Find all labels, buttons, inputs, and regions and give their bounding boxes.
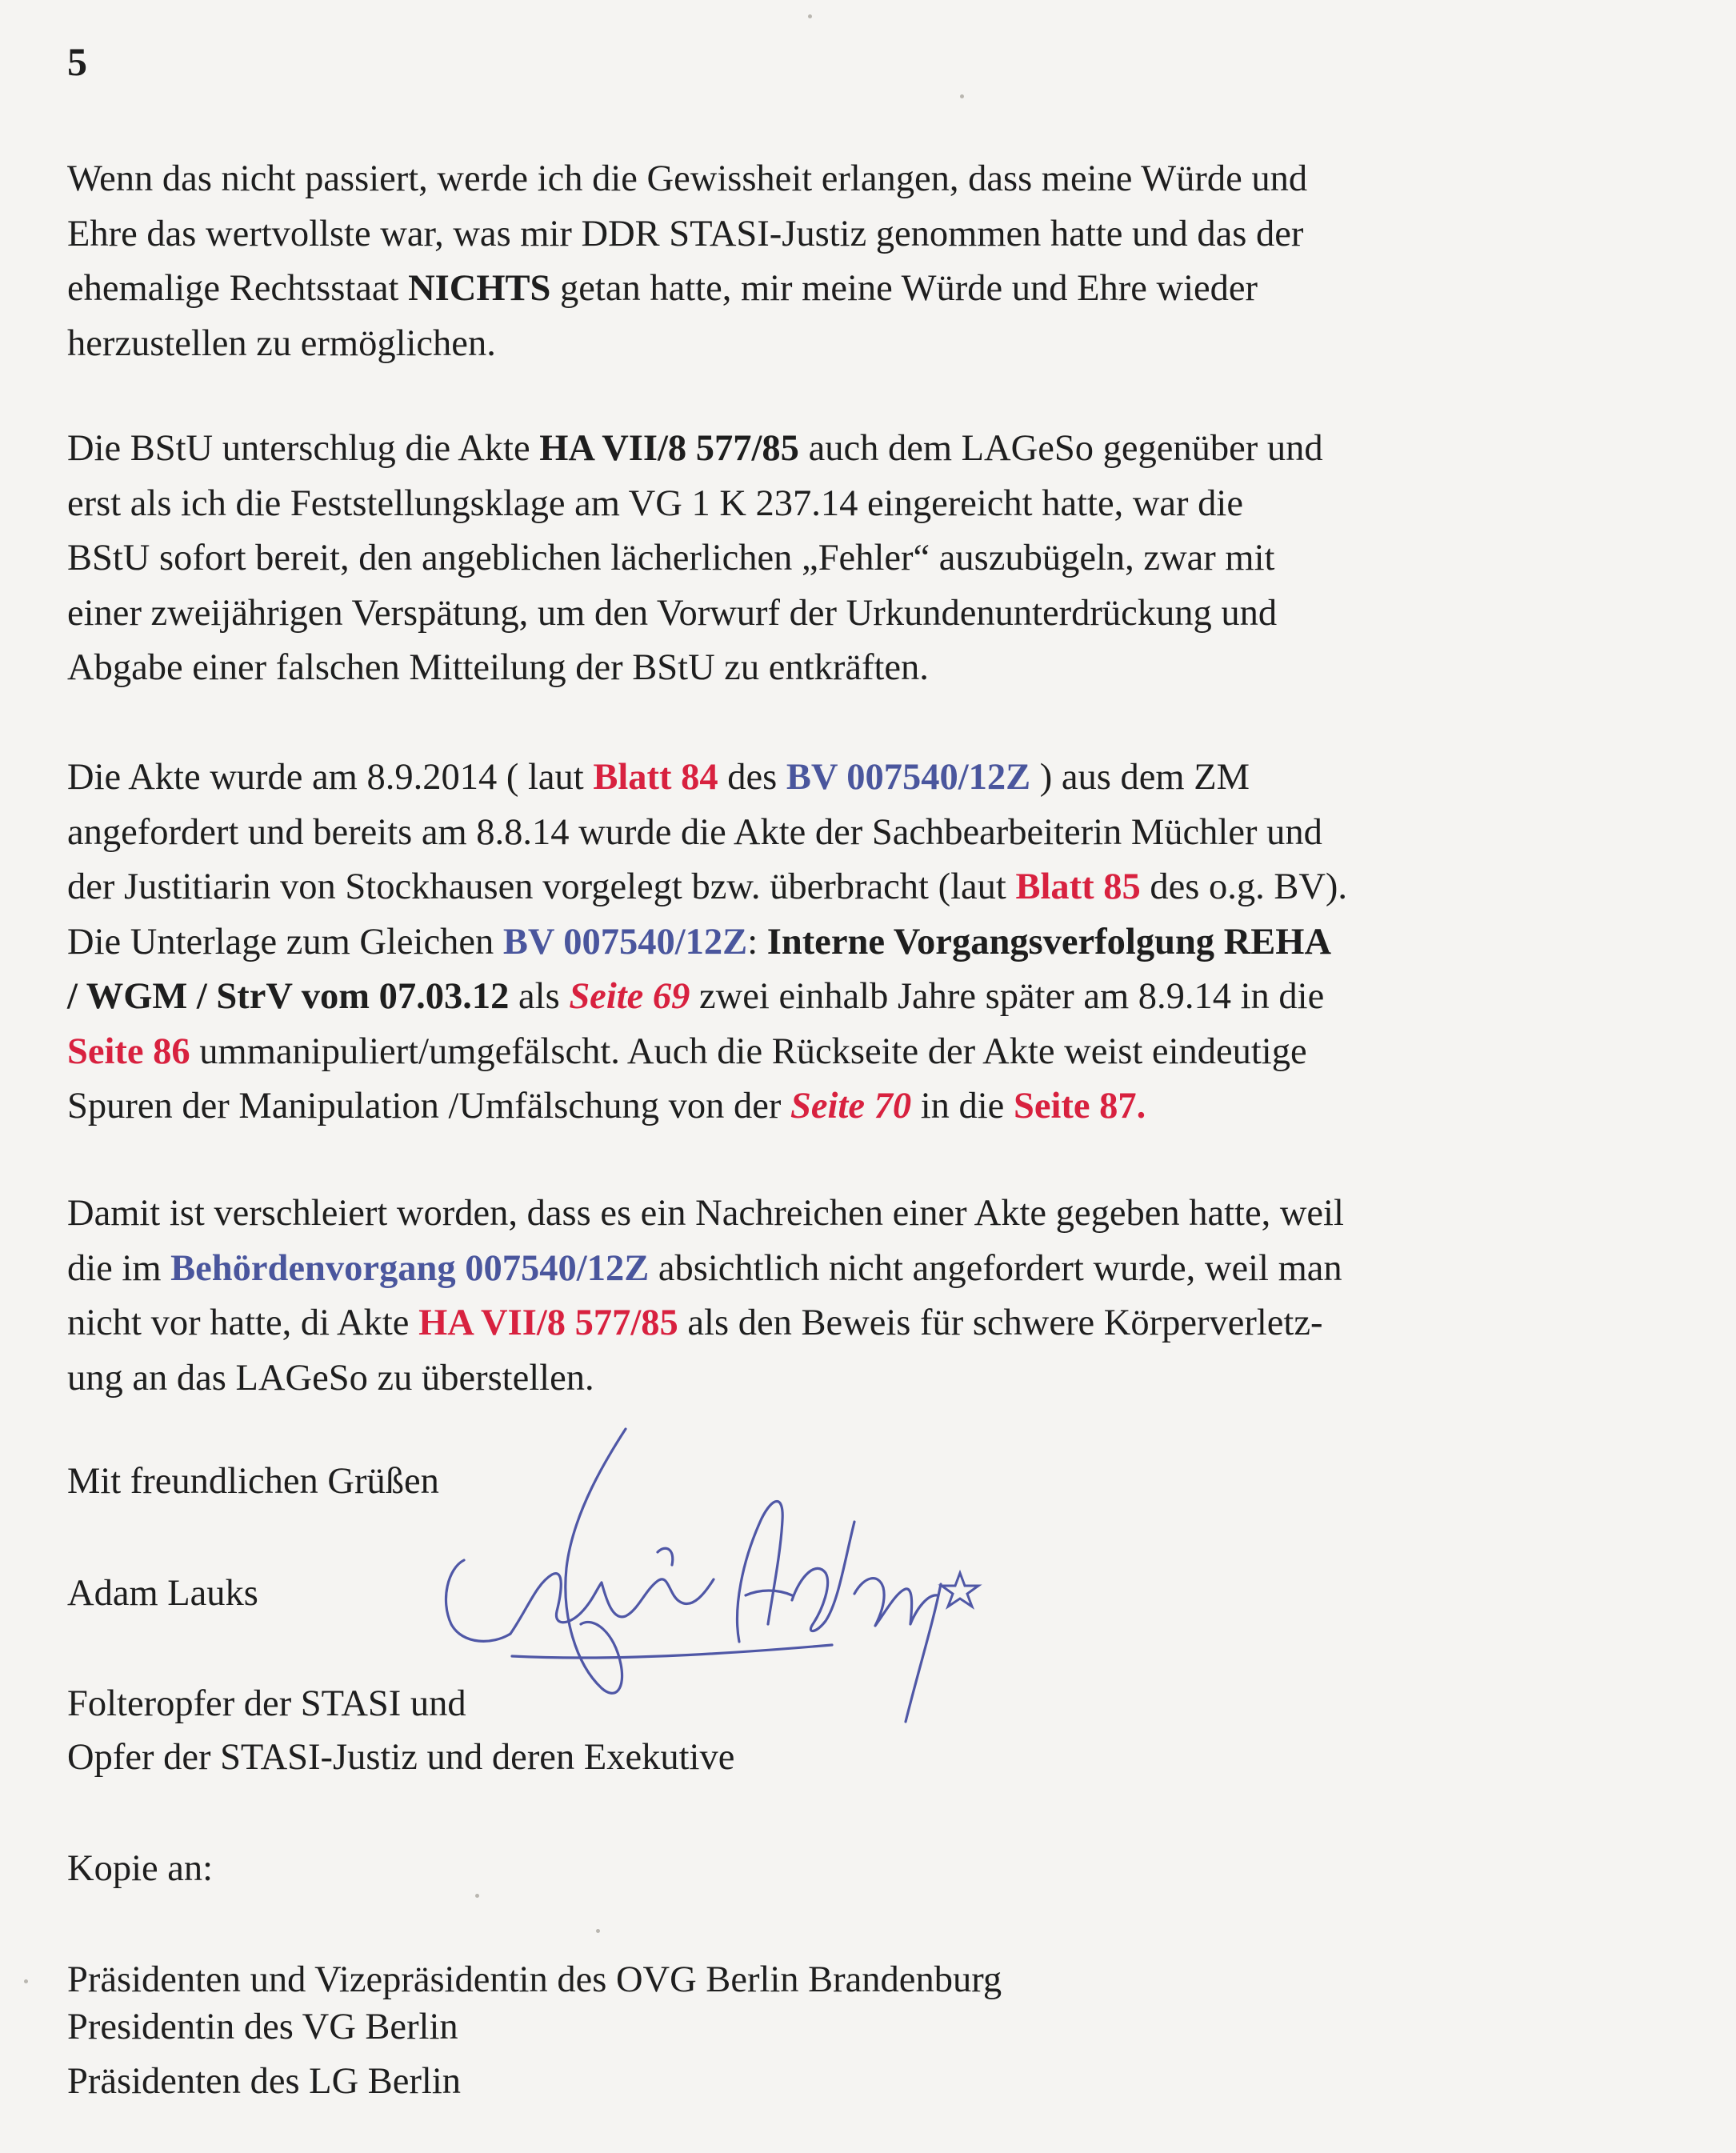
text-line: Abgabe einer falschen Mitteilung der BStU zu entkräften. [67, 647, 929, 688]
text-line [67, 970, 1691, 1025]
text-line [67, 1079, 1691, 1135]
text-segment: als den Beweis für schwere Körperverletz- [678, 1303, 1323, 1343]
text-line: angefordert und bereits am 8.8.14 wurde die Akte der Sachbearbeiterin Müchler und [67, 811, 1322, 853]
scan-speck [960, 94, 964, 98]
paragraph-4 [67, 1187, 1691, 1406]
text-line [67, 1242, 1691, 1297]
text-line [67, 750, 1691, 806]
text-segment: die im [67, 1247, 171, 1289]
text-segment: des o.g. BV). [1140, 866, 1348, 907]
text-line: erst als ich die Feststellungsklage am VG 1 K 237.14 eingereicht hatte, war die [67, 482, 1243, 524]
text-line [67, 1296, 1691, 1351]
scan-speck [808, 14, 812, 18]
copy-recipient: Presidentin des VG Berlin [67, 2007, 458, 2047]
case-reference: BV 007540/12Z [786, 757, 1031, 798]
text-segment: Die Unterlage zum Gleichen [67, 921, 503, 962]
text-segment: Die Akte wurde am 8.9.2014 ( laut [67, 757, 594, 798]
paragraph-1 [67, 152, 1691, 371]
scan-speck [596, 1929, 600, 1933]
text-line: Ehre das wertvollste war, was mir DDR STASI-Justiz genommen hatte und das der [67, 213, 1304, 254]
text-segment: auch dem LAGeSo gegenüber und [798, 428, 1323, 469]
page-reference: Seite 86 [67, 1030, 190, 1072]
text-line: herzustellen zu ermöglichen. [67, 322, 496, 364]
scan-speck [24, 1979, 28, 1983]
bold-emphasis: Interne Vorgangsverfolgung REHA [766, 921, 1332, 962]
text-line: einer zweijährigen Verspätung, um den Vorwurf der Urkundenunterdrückung und [67, 592, 1278, 634]
page-reference: Seite 87. [1013, 1086, 1146, 1127]
sheet-reference: Blatt 85 [1015, 866, 1141, 907]
bold-emphasis: NICHTS [408, 268, 551, 309]
text-segment: getan hatte, mir meine Würde und Ehre wieder [550, 268, 1258, 309]
file-reference: HA VII/8 577/85 [418, 1303, 678, 1343]
text-line [67, 262, 1691, 317]
paragraph-2 [67, 422, 1691, 696]
closing-greeting: Mit freundlichen Grüßen [67, 1461, 439, 1502]
text-line: Damit ist verschleiert worden, dass es ein Nachreichen einer Akte gegeben hatte, weil [67, 1193, 1344, 1234]
text-line: Wenn das nicht passiert, werde ich die Gewissheit erlangen, dass meine Würde und [67, 158, 1308, 199]
signer-role-line-1: Folteropfer der STASI und [67, 1683, 466, 1724]
copy-recipient: Präsidenten und Vizepräsidentin des OVG Berlin Brandenburg [67, 1959, 1002, 2000]
text-line [67, 915, 1691, 970]
paragraph-3 [67, 750, 1691, 1135]
text-segment: ) aus dem ZM [1030, 757, 1250, 798]
text-line [67, 860, 1691, 915]
copy-recipient: Präsidenten des LG Berlin [67, 2061, 462, 2102]
sheet-reference: Blatt 84 [593, 757, 718, 798]
page-number: 5 [67, 39, 87, 84]
signer-role-line-2: Opfer der STASI-Justiz und deren Exekutive [67, 1737, 735, 1778]
text-segment: Spuren der Manipulation /Umfälschung von der [67, 1086, 790, 1127]
bold-emphasis: / WGM / StrV vom 07.03.12 [67, 976, 510, 1017]
text-line [67, 1025, 1691, 1080]
text-line: BStU sofort bereit, den angeblichen lächerlichen „Fehler“ auszubügeln, zwar mit [67, 538, 1275, 578]
page-reference: Seite 70 [790, 1086, 912, 1127]
scan-speck [475, 1894, 479, 1898]
text-segment: nicht vor hatte, di Akte [67, 1303, 419, 1343]
case-reference: Behördenvorgang 007540/12Z [170, 1247, 650, 1289]
copy-label: Kopie an: [67, 1848, 214, 1889]
signer-name: Adam Lauks [67, 1573, 258, 1614]
file-reference: HA VII/8 577/85 [539, 428, 799, 469]
page-reference: Seite 69 [569, 976, 690, 1017]
text-segment: des [718, 757, 786, 798]
text-segment: Die BStU unterschlug die Akte [67, 428, 540, 469]
text-segment: als [509, 976, 570, 1017]
text-segment: ehemalige Rechtsstaat [67, 268, 409, 309]
handwritten-signature [416, 1424, 992, 1744]
text-line: ung an das LAGeSo zu überstellen. [67, 1357, 594, 1399]
case-reference: BV 007540/12Z [502, 921, 748, 962]
text-segment: zwei einhalb Jahre später am 8.9.14 in die [690, 976, 1325, 1017]
text-segment: : [747, 921, 767, 962]
text-segment: ummanipuliert/umgefälscht. Auch die Rückseite der Akte weist eindeutige [190, 1030, 1307, 1072]
text-line [67, 422, 1691, 477]
text-segment: der Justitiarin von Stockhausen vorgelegt bzw. überbracht (laut [67, 866, 1016, 907]
text-segment: absichtlich nicht angefordert wurde, weil man [649, 1247, 1342, 1289]
text-segment: in die [911, 1086, 1014, 1127]
